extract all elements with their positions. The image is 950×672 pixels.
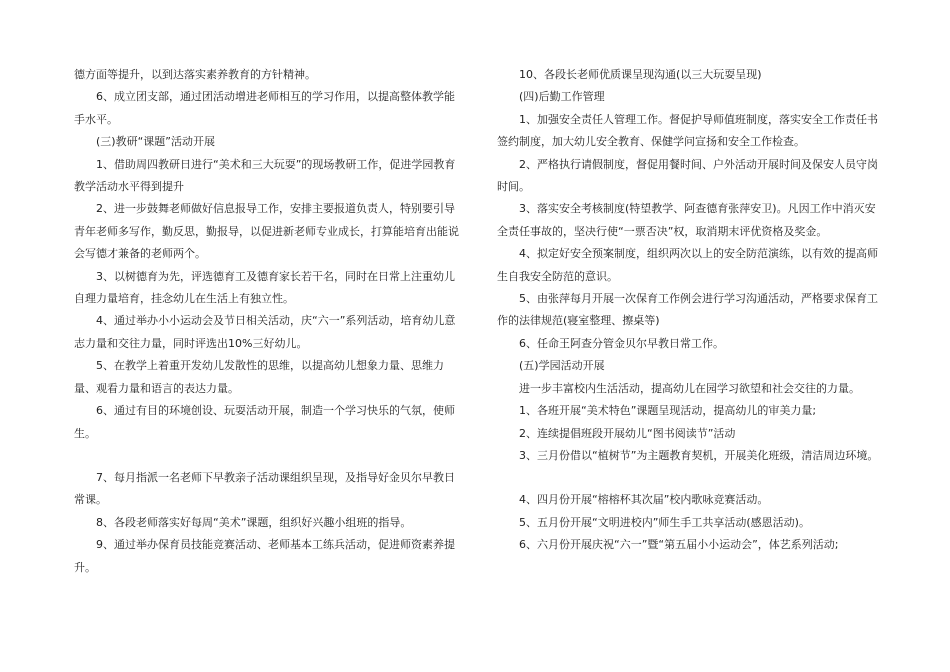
right-paragraph: 6、六月份开展庆祝“六一”暨“第五届小小运动会”，体艺系列活动;: [519, 538, 839, 552]
left-paragraph: 6、通过有目的环境创设、玩耍活动开展，制造一个学习快乐的气氛，使师生。: [74, 404, 455, 440]
left-paragraph: 3、以树德育为先，评选德育工及德育家长若干名，同时在日常上注重幼儿自理力量培育，挂念幼儿在生活上有独立性。: [74, 269, 455, 306]
right-paragraph: (五)学园活动开展: [519, 359, 605, 373]
left-paragraph: 德方面等提升，以到达落实素养教育的方针精神。: [74, 68, 316, 81]
right-paragraph: 1、各班开展“美术特色”课题呈现活动，提高幼儿的审美力量;: [519, 404, 817, 418]
paragraph-gap: [74, 445, 464, 467]
right-paragraph: 6、任命王阿查分管金贝尔早教日常工作。: [519, 336, 724, 350]
paragraph-gap: [497, 467, 882, 489]
left-paragraph: 9、通过举办保育员技能竞赛活动、老师基本工练兵活动，促进师资素养提升。: [74, 538, 455, 574]
right-paragraph: (四)后勤工作管理: [519, 90, 605, 104]
right-paragraph: 2、严格执行请假制度，督促用餐时间、户外活动开展时间及保安人员守岗时间。: [497, 157, 878, 194]
left-paragraph: 5、在教学上着重开发幼儿发散性的思维，以提高幼儿想象力量、思维力量、观看力量和语言的表达力量。: [74, 359, 444, 395]
right-paragraph: 4、四月份开展“榕榕杯其次届”校内歌咏竞赛活动。: [519, 493, 769, 507]
right-paragraph: 进一步丰富校内生活活动，提高幼儿在园学习欲望和社会交往的力量。: [519, 381, 860, 395]
left-paragraph: 2、进一步鼓舞老师做好信息报导工作，安排主要报道负责人，特别要引导青年老师多写作，勤反思，勤报导，以促进新老师专业成长，打算能培育出能说会写德才兼备的老师两个。: [74, 202, 459, 261]
left-paragraph: 6、成立团支部，通过团活动增进老师相互的学习作用，以提高整体教学能手水平。: [74, 90, 455, 126]
right-paragraph: 10、各段长老师优质课呈现沟通(以三大玩耍呈现): [519, 68, 762, 81]
right-paragraph: 1、加强安全责任人管理工作。督促护导师值班制度，落实安全工作责任书签约制度，加大幼儿安全教育、保健学问宣扬和安全工作检查。: [497, 112, 878, 149]
left-paragraph: 4、通过举办小小运动会及节日相关活动，庆“六一”系列活动，培育幼儿意志力量和交往力量，同时评选出10%三好幼儿。: [74, 314, 456, 350]
left-column: [74, 64, 464, 579]
left-paragraph: 7、每月指派一名老师下早教亲子活动课组织呈现，及指导好金贝尔早教日常课。: [74, 470, 455, 507]
right-paragraph: 5、五月份开展“文明进校内”师生手工共享活动(感恩活动)。: [519, 515, 810, 529]
right-paragraph: 2、连续提倡班段开展幼儿“图书阅读节”活动: [519, 426, 736, 440]
right-paragraph: 4、拟定好安全预案制度，组织两次以上的安全防范演练，以有效的提高师生自我安全防范的意识。: [497, 247, 878, 283]
left-paragraph: 1、借助周四教研日进行“美术和三大玩耍”的现场教研工作，促进学园教育教学活动水平得到提升: [74, 157, 456, 194]
left-paragraph: 8、各段老师落实好每周“美术”课题，组织好兴趣小组班的指导。: [96, 515, 412, 529]
right-paragraph: 3、三月份借以“植树节”为主题教育契机，开展美化班级，清洁周边环境。: [519, 448, 879, 462]
right-column: [497, 64, 882, 557]
left-paragraph: (三)教研“课题”活动开展: [96, 135, 215, 149]
right-paragraph: 5、由张萍每月开展一次保育工作例会进行学习沟通活动，严格要求保育工作的法律规范(寝室整理、擦桌等): [497, 292, 878, 328]
right-paragraph: 3、落实安全考核制度(特望教学、阿查德育张萍安卫)。凡因工作中消灭安全责任事故的，坚决行使“一票否决”权，取消期末评优资格及奖金。: [497, 202, 876, 238]
